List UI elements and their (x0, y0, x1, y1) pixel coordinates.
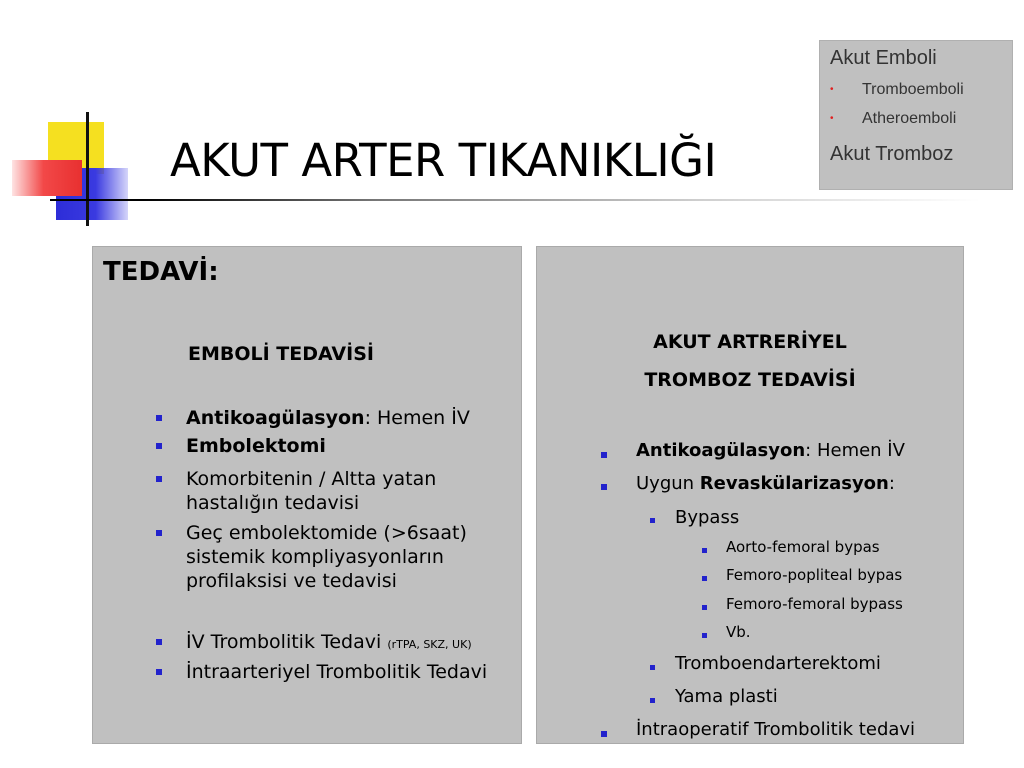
list-item: Geç embolektomide (>6saat) (186, 522, 467, 544)
panel-heading-line1: AKUT ARTRERİYEL (653, 331, 847, 353)
legend-sub-label: Tromboemboli (862, 81, 964, 98)
slide-title: AKUT ARTER TIKANIKLIĞI (170, 134, 717, 187)
square-bullet-icon (156, 669, 162, 675)
list-item-cont: profilaksisi ve tedavisi (186, 570, 397, 592)
list-item: Bypass (675, 507, 740, 528)
list-item: Femoro-popliteal bypas (726, 566, 903, 584)
list-item: Femoro-femoral bypass (726, 595, 903, 613)
legend-item-akut-emboli: Akut Emboli (830, 47, 937, 69)
right-panel (536, 246, 964, 744)
logo-vertical-line (86, 112, 89, 226)
square-bullet-icon (156, 530, 162, 536)
list-item: Antikoagülasyon: Hemen İV (636, 440, 905, 461)
legend-box (819, 40, 1013, 190)
list-item-cont: hastalığın tedavisi (186, 492, 360, 514)
red-bullet-icon: • (830, 84, 834, 96)
panel-heading-line2: TROMBOZ TEDAVİSİ (644, 369, 856, 391)
square-bullet-icon (601, 452, 607, 458)
list-item: Tromboendarterektomi (675, 653, 881, 674)
panel-heading: TEDAVİ: (103, 257, 219, 287)
list-item: İntraoperatif Trombolitik tedavi (636, 719, 916, 740)
list-item: Aorto-femoral bypas (726, 538, 880, 556)
list-item: Komorbitenin / Altta yatan (186, 468, 437, 490)
square-bullet-icon (650, 665, 655, 670)
square-bullet-icon (702, 633, 707, 638)
legend-sub-tromboemboli (830, 81, 964, 99)
square-bullet-icon (156, 476, 162, 482)
list-item-cont: sistemik kompliyasyonların (186, 546, 444, 568)
square-bullet-icon (156, 443, 162, 449)
panel-subheading: EMBOLİ TEDAVİSİ (188, 343, 374, 365)
legend-sub-label: Atheroemboli (862, 110, 957, 127)
left-panel (92, 246, 522, 744)
list-item: Yama plasti (675, 686, 778, 707)
legend-item-akut-tromboz: Akut Tromboz (830, 143, 954, 165)
red-bullet-icon: • (830, 113, 834, 125)
list-item: İV Trombolitik Tedavi (rTPA, SKZ, UK) (186, 631, 472, 653)
square-bullet-icon (156, 639, 162, 645)
title-underline (50, 199, 980, 201)
square-bullet-icon (650, 518, 655, 523)
square-bullet-icon (601, 731, 607, 737)
logo-red-square (12, 160, 82, 196)
square-bullet-icon (601, 484, 607, 490)
list-item: Embolektomi (186, 435, 326, 457)
list-item: Antikoagülasyon: Hemen İV (186, 407, 470, 429)
list-item: Vb. (726, 623, 751, 641)
list-item: İntraarteriyel Trombolitik Tedavi (186, 661, 488, 683)
list-item: Uygun Revaskülarizasyon: (636, 473, 895, 494)
legend-sub-atheroemboli (830, 110, 956, 128)
square-bullet-icon (702, 605, 707, 610)
square-bullet-icon (156, 415, 162, 421)
square-bullet-icon (702, 576, 707, 581)
square-bullet-icon (650, 698, 655, 703)
square-bullet-icon (702, 548, 707, 553)
